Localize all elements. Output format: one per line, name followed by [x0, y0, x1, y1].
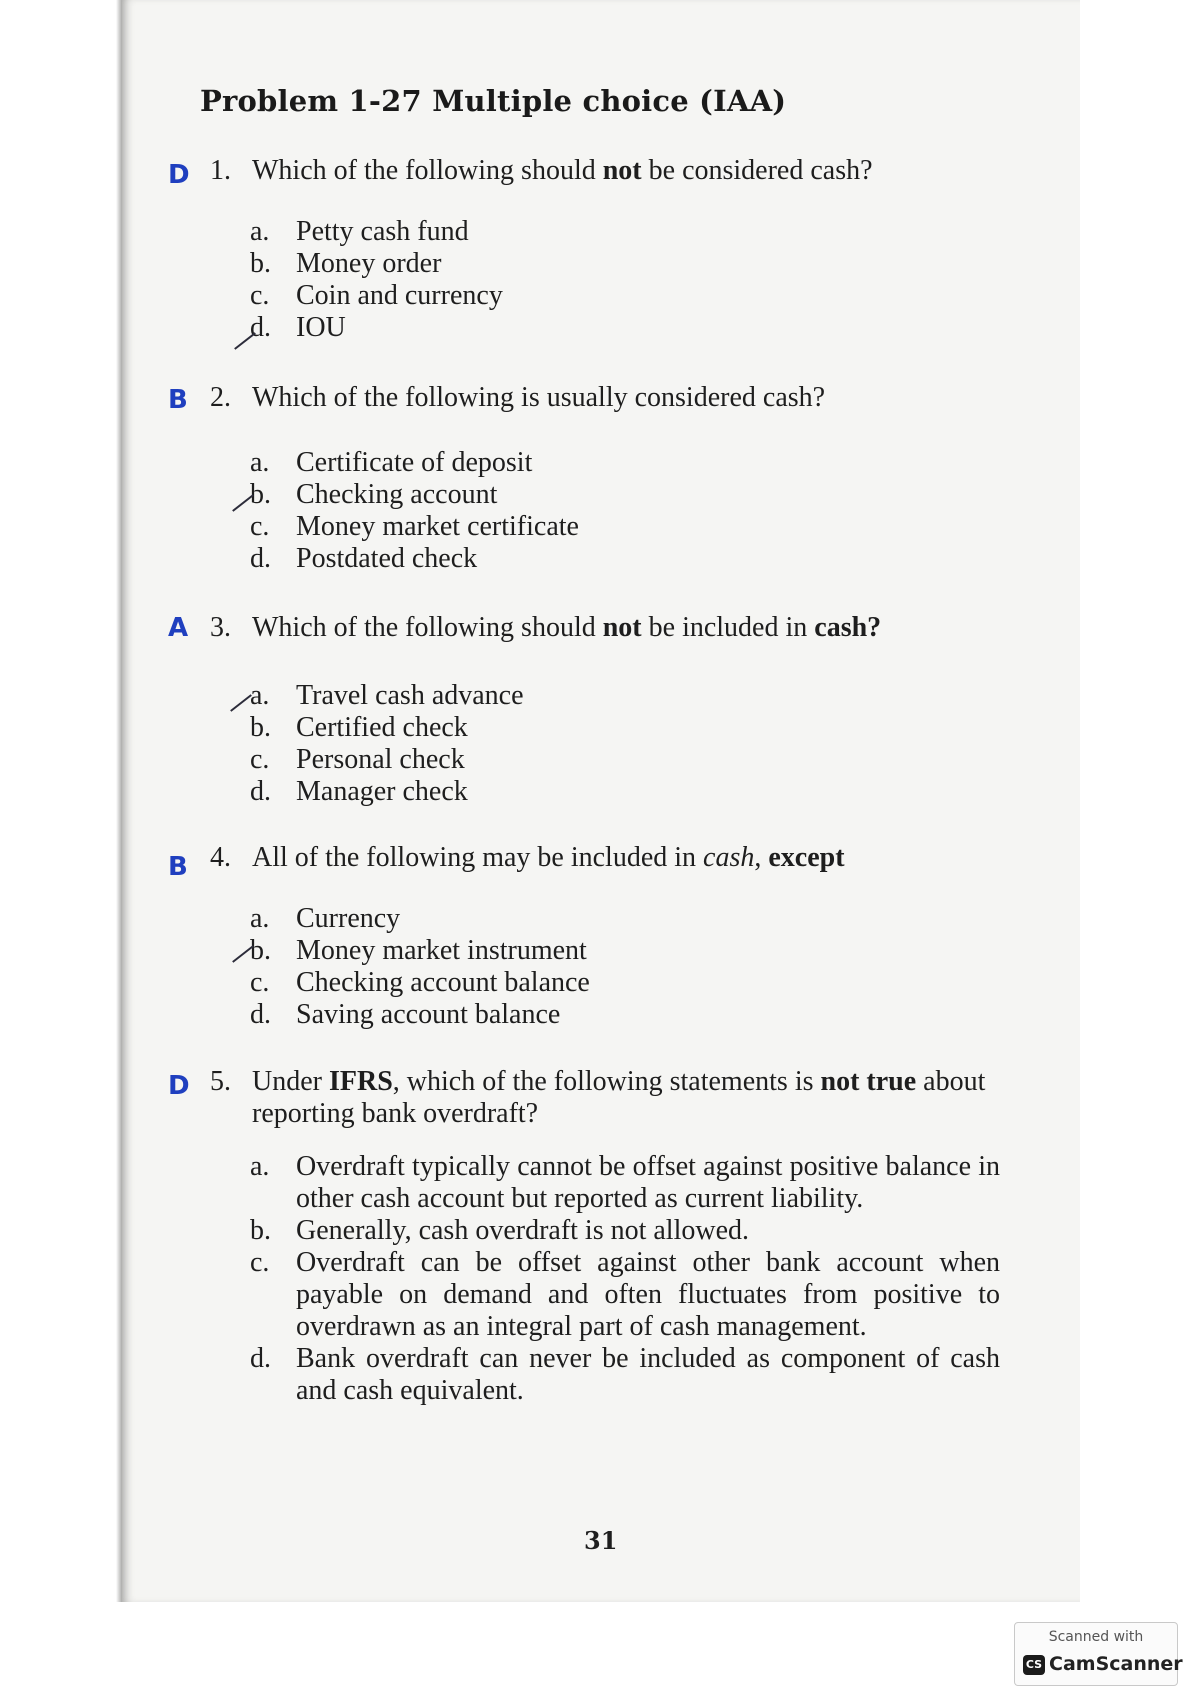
question-stem: Which of the following is usually considered cash? [252, 382, 826, 413]
option-d: d. Saving account balance [250, 999, 561, 1030]
option-c: c. Personal check [250, 744, 465, 775]
camscanner-logo-icon: CS [1023, 1655, 1045, 1675]
option-b: b. Generally, cash overdraft is not allowed. [250, 1215, 750, 1246]
question-stem: All of the following may be included in cash, except [252, 842, 845, 873]
option-b: b. Certified check [250, 712, 468, 743]
question-stem: Which of the following should not be considered cash? [252, 155, 873, 186]
options-1 [250, 216, 1000, 344]
camscanner-watermark [1014, 1622, 1183, 1686]
option-d: d. IOU [250, 312, 346, 343]
option-c: c. Coin and currency [250, 280, 503, 311]
options-4 [250, 903, 1000, 1031]
option-a: a. Travel cash advance [250, 680, 524, 711]
option-c: c. Checking account balance [250, 967, 590, 998]
option-d: d. Manager check [250, 776, 468, 807]
question-1 [210, 155, 1000, 187]
question-number: 2. [210, 382, 231, 413]
question-5 [210, 1066, 1000, 1130]
option-a: a. Certificate of deposit [250, 447, 533, 478]
question-2 [210, 382, 1000, 414]
handwritten-answer-4: B [168, 852, 188, 882]
page-number: 31 [584, 1526, 618, 1555]
question-number: 5. [210, 1066, 231, 1097]
question-stem: Which of the following should not be included in cash? [252, 612, 882, 643]
option-a: a. Petty cash fund [250, 216, 469, 247]
option-d: d. Bank overdraft can never be included as component of cash and cash equivalent. [250, 1343, 1000, 1406]
handwritten-answer-3: A [168, 613, 189, 643]
option-d: d. Postdated check [250, 543, 478, 574]
question-number: 4. [210, 842, 231, 873]
handwritten-answer-2: B [168, 385, 188, 415]
options-5 [250, 1151, 1000, 1407]
options-2 [250, 447, 1000, 575]
option-b: b. Money market instrument [250, 935, 587, 966]
options-3 [250, 680, 1000, 808]
option-b: b. Checking account [250, 479, 498, 510]
handwritten-answer-5: D [168, 1071, 190, 1101]
page-title: Problem 1-27 Multiple choice (IAA) [200, 84, 787, 118]
option-a: a. Overdraft typically cannot be offset against positive balance in other cash account but reported as current liability. [250, 1151, 1000, 1214]
watermark-caption: Scanned with [1048, 1629, 1144, 1645]
option-c: c. Money market certificate [250, 511, 579, 542]
option-a: a. Currency [250, 903, 401, 934]
option-c: c. Overdraft can be offset against other bank account when payable on demand and often fluctuates from positive to overdrawn as an integral part of cash management. [250, 1247, 1000, 1342]
question-number: 1. [210, 155, 231, 186]
option-b: b. Money order [250, 248, 442, 279]
question-4 [210, 842, 1000, 874]
question-stem: Under IFRS, which of the following statements is not true about reporting bank overdraft? [252, 1066, 986, 1129]
question-number: 3. [210, 612, 231, 643]
handwritten-answer-1: D [168, 160, 190, 190]
question-3 [210, 612, 1000, 644]
watermark-brand: CamScanner [1049, 1653, 1183, 1675]
